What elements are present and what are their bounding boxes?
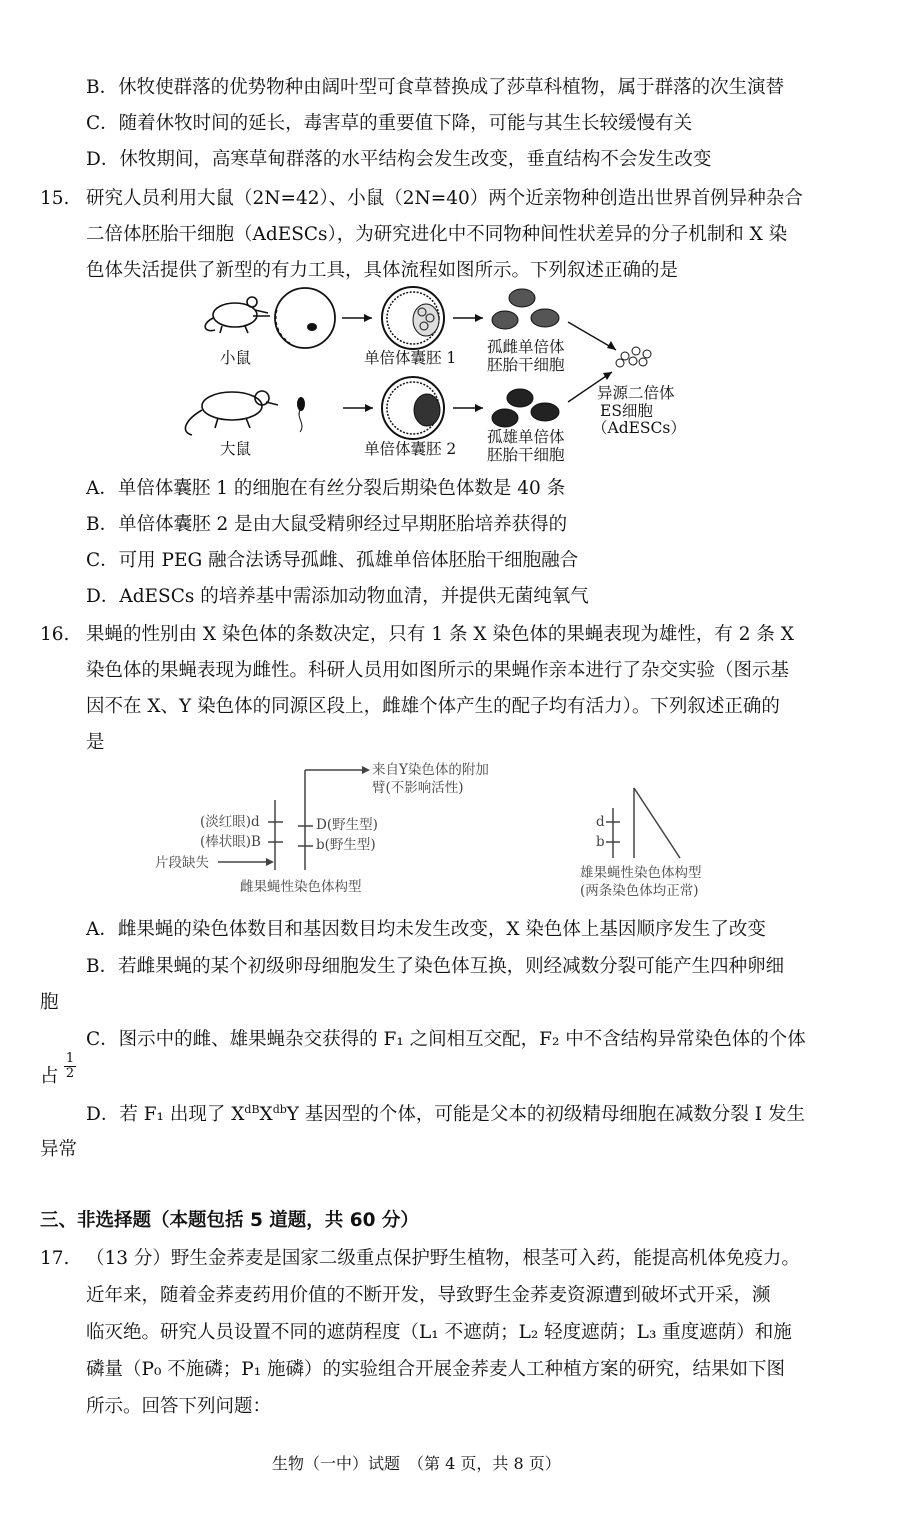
page-footer: 生物（一中）试题 （第 4 页，共 8 页） bbox=[272, 1454, 561, 1473]
label-male-caption-1: 雄果蝇性染色体构型 bbox=[580, 865, 702, 881]
q15-stem-line2: 二倍体胚胎干细胞（AdESCs），为研究进化中不同物种间性状差异的分子机制和 X 染 bbox=[86, 224, 788, 245]
q16-stem-line2: 染色体的果蝇表现为雌性。科研人员用如图所示的果蝇作亲本进行了杂交实验（图示基 bbox=[86, 660, 790, 681]
q16-option-b-line1: B．若雌果蝇的某个初级卵母细胞发生了染色体互换，则经减数分裂可能产生四种卵细 bbox=[86, 956, 785, 977]
label-adescs-1: 异源二倍体 bbox=[597, 384, 675, 402]
q16-option-d-line1 bbox=[86, 1104, 805, 1125]
q16-stem-line3: 因不在 X、Y 染色体的同源区段上，雌雄个体产生的配子均有活力）。下列叙述正确的 bbox=[86, 696, 780, 717]
label-male-es-1: 孤雄单倍体 bbox=[487, 428, 565, 446]
q16-option-a: A．雌果蝇的染色体数目和基因数目均未发生改变，X 染色体上基因顺序发生了改变 bbox=[86, 919, 766, 940]
q16-option-c-prefix: 占 bbox=[40, 1066, 59, 1087]
q17-line3: 临灭绝。研究人员设置不同的遮荫程度（L₁ 不遮荫；L₂ 轻度遮荫；L₃ 重度遮荫）和施 bbox=[86, 1322, 792, 1343]
label-female-es-1: 孤雌单倍体 bbox=[487, 338, 565, 356]
q14-option-b: B．休牧使群落的优势物种由阔叶型可食草替换成了莎草科植物，属于群落的次生演替 bbox=[86, 77, 785, 98]
option-d-mid: X bbox=[259, 1104, 273, 1126]
label-y-arm-2: 臂(不影响活性) bbox=[372, 780, 464, 796]
fraction-denominator: 2 bbox=[65, 1066, 75, 1081]
label-deletion: 片段缺失 bbox=[155, 855, 209, 871]
label-y-arm-1: 来自Y染色体的附加 bbox=[372, 762, 489, 778]
q15-option-a: A．单倍体囊胚 1 的细胞在有丝分裂后期染色体数是 40 条 bbox=[86, 478, 566, 499]
label-male-b: b bbox=[596, 834, 605, 850]
q17-line2: 近年来，随着金荞麦药用价值的不断开发，导致野生金荞麦资源遭到破坏式开采，濒 bbox=[86, 1285, 771, 1306]
label-adescs-3: （AdESCs） bbox=[592, 419, 686, 437]
section3-heading: 三、非选择题（本题包括 5 道题，共 60 分） bbox=[40, 1210, 419, 1231]
label-rat: 大鼠 bbox=[220, 440, 252, 458]
option-d-pre: D．若 F₁ 出现了 X bbox=[86, 1104, 245, 1126]
label-blastocyst-2: 单倍体囊胚 2 bbox=[364, 440, 457, 458]
q16-stem-line1: 果蝇的性别由 X 染色体的条数决定，只有 1 条 X 染色体的果蝇表现为雄性，有 2 条 X bbox=[86, 624, 794, 645]
option-d-sup2: db bbox=[272, 1103, 287, 1116]
label-male-es-2: 胚胎干细胞 bbox=[487, 446, 565, 464]
q15-stem-line1: 研究人员利用大鼠（2N=42）、小鼠（2N=40）两个近亲物种创造出世界首例异种杂合 bbox=[86, 188, 803, 209]
q15-stem-line3: 色体失活提供了新型的有力工具，具体流程如图所示。下列叙述正确的是 bbox=[86, 260, 679, 281]
q16-option-c-line1: C．图示中的雌、雄果蝇杂交获得的 F₁ 之间相互交配，F₂ 中不含结构异常染色体的个体 bbox=[86, 1029, 806, 1050]
fraction-numerator: 1 bbox=[65, 1051, 75, 1066]
q15-number: 15. bbox=[40, 188, 70, 209]
label-female-caption: 雌果蝇性染色体构型 bbox=[240, 879, 362, 895]
q16-number: 16. bbox=[40, 624, 70, 645]
q17-line1: （13 分）野生金荞麦是国家二级重点保护野生植物，根茎可入药，能提高机体免疫力。 bbox=[86, 1248, 800, 1269]
label-male-d: d bbox=[596, 814, 605, 830]
label-b-wild: b(野生型) bbox=[316, 837, 376, 853]
label-male-caption-2: (两条染色体均正常) bbox=[580, 883, 699, 899]
label-mouse: 小鼠 bbox=[220, 349, 252, 367]
q15-option-b: B．单倍体囊胚 2 是由大鼠受精卵经过早期胚胎培养获得的 bbox=[86, 514, 568, 535]
label-blastocyst-1: 单倍体囊胚 1 bbox=[364, 349, 457, 367]
q16-option-b-line2: 胞 bbox=[40, 992, 59, 1013]
q17-line5: 所示。回答下列问题： bbox=[86, 1396, 272, 1417]
q16-option-d-line2: 异常 bbox=[40, 1139, 78, 1160]
q17-number: 17. bbox=[40, 1248, 70, 1269]
q16-option-c-fraction bbox=[64, 1051, 76, 1081]
q16-stem-line4: 是 bbox=[86, 732, 105, 753]
option-d-post: Y 基因型的个体，可能是父本的初级精母细胞在减数分裂 I 发生 bbox=[286, 1104, 805, 1126]
label-adescs-2: ES细胞 bbox=[600, 402, 653, 420]
q14-option-d: D．休牧期间，高寒草甸群落的水平结构会发生改变，垂直结构不会发生改变 bbox=[86, 149, 712, 170]
label-light-red-eye: (淡红眼)d bbox=[200, 814, 260, 830]
q15-option-c: C．可用 PEG 融合法诱导孤雌、孤雄单倍体胚胎干细胞融合 bbox=[86, 550, 579, 571]
q17-line4: 磷量（P₀ 不施磷；P₁ 施磷）的实验组合开展金荞麦人工种植方案的研究，结果如下图 bbox=[86, 1359, 785, 1380]
q15-option-d: D．AdESCs 的培养基中需添加动物血清，并提供无菌纯氧气 bbox=[86, 586, 589, 607]
label-female-es-2: 胚胎干细胞 bbox=[487, 356, 565, 374]
label-D-wild: D(野生型) bbox=[316, 817, 378, 833]
option-d-sup1: dB bbox=[244, 1103, 260, 1116]
label-bar-eye: (棒状眼)B bbox=[200, 834, 261, 850]
q14-option-c: C．随着休牧时间的延长，毒害草的重要值下降，可能与其生长较缓慢有关 bbox=[86, 113, 693, 134]
